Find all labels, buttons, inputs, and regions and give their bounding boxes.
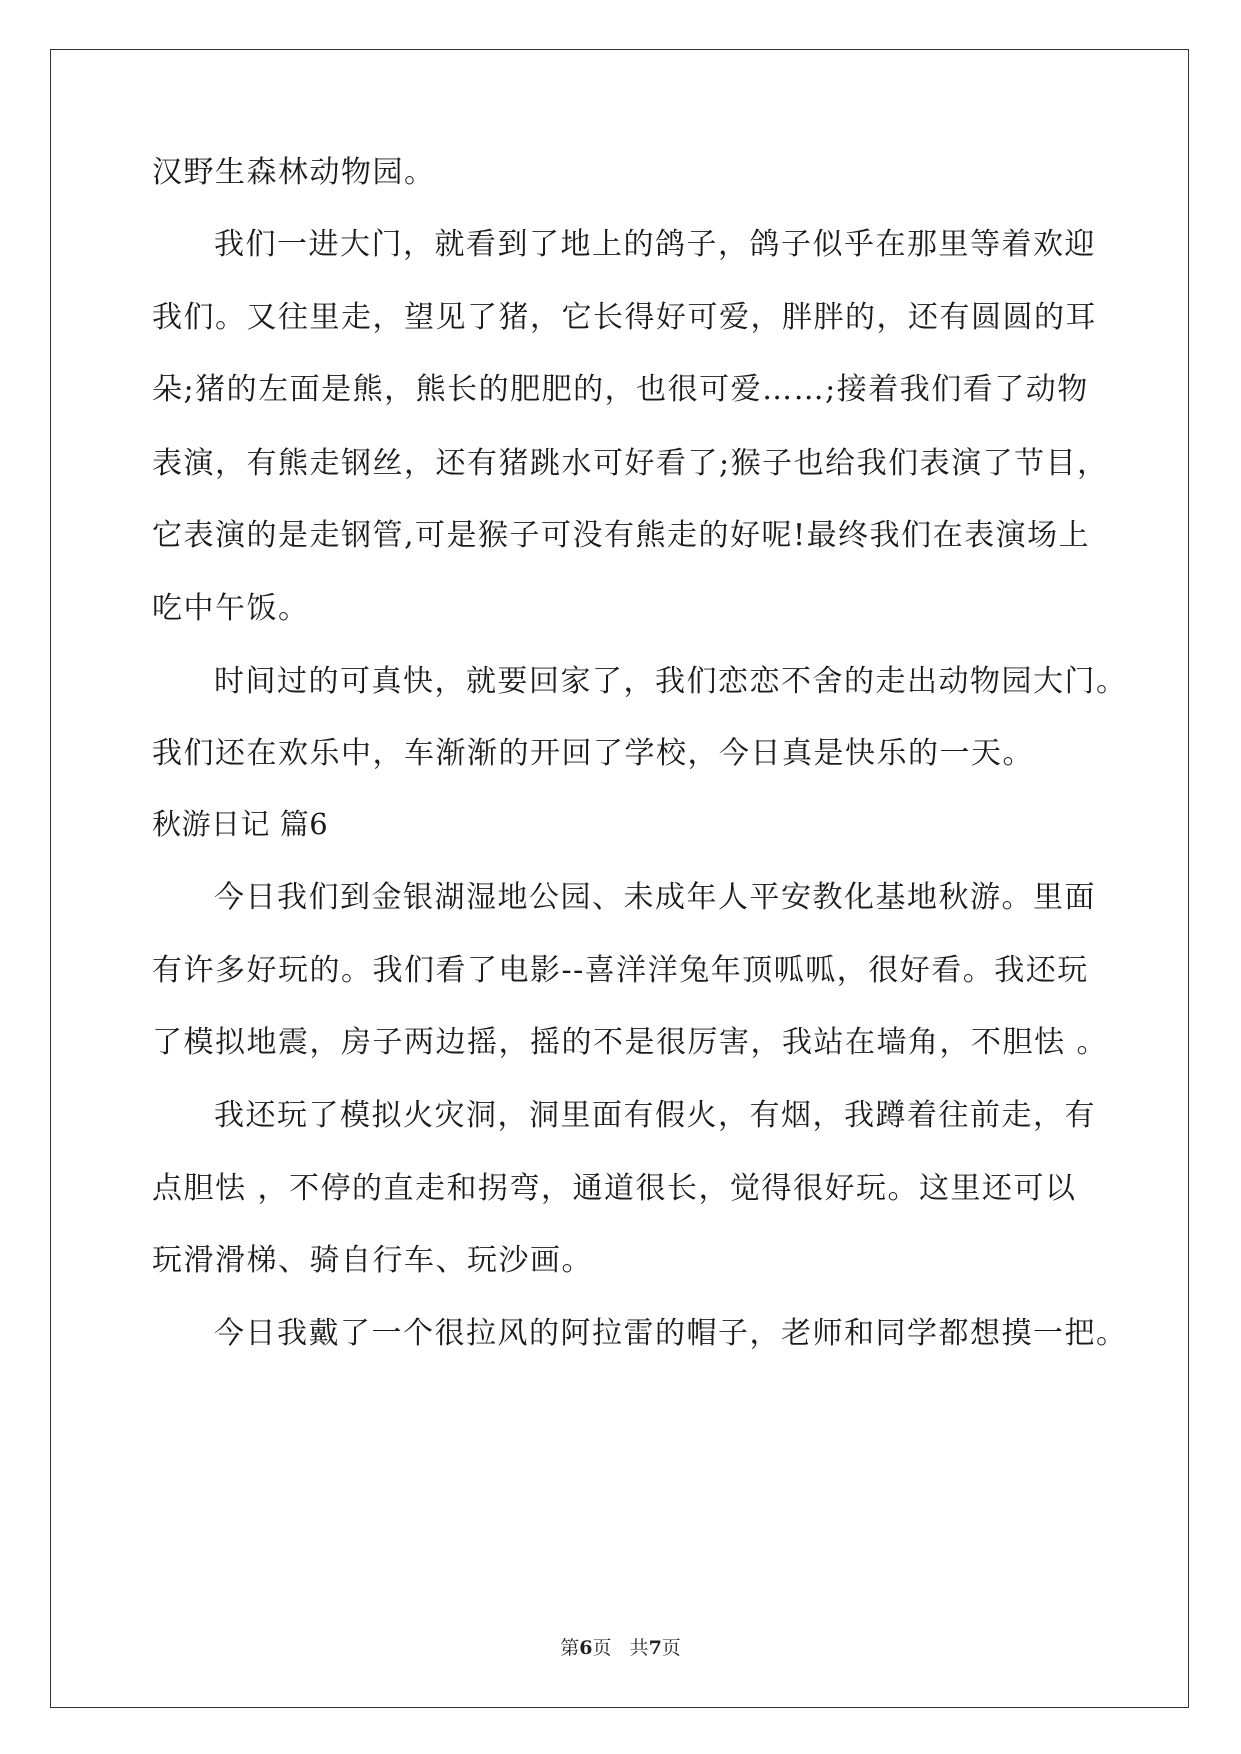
footer-prefix: 第 — [560, 1637, 580, 1659]
paragraph-start-line: 我还玩了模拟火灾洞，洞里面有假火，有烟，我蹲着往前走，有 — [214, 1098, 1096, 1133]
text-line: 汉野生森林动物园。 — [152, 155, 436, 190]
text-line: 玩滑滑梯、骑自行车、玩沙画。 — [152, 1243, 593, 1278]
section-heading: 秋游日记 篇6 — [152, 807, 329, 841]
total-page-number: 7 — [648, 1637, 662, 1659]
text-line: 了模拟地震，房子两边摇，摇的不是很厉害，我站在墙角，不胆怯 。 — [152, 1025, 1109, 1060]
current-page-number: 6 — [579, 1637, 593, 1659]
text-line: 有许多好玩的。我们看了电影--喜洋洋兔年顶呱呱，很好看。我还玩 — [152, 953, 1089, 988]
paragraph-start-line: 我们一进大门，就看到了地上的鸽子，鸽子似乎在那里等着欢迎 — [214, 227, 1096, 262]
footer-suffix: 页 — [661, 1637, 681, 1659]
page-border — [50, 49, 1189, 1708]
footer-mid: 页 共 — [592, 1637, 649, 1659]
text-line: 点胆怯 ，不停的直走和拐弯，通道很长，觉得很好玩。这里还可以 — [152, 1171, 1077, 1206]
text-line: 朵;猪的左面是熊，熊长的肥肥的，也很可爱……;接着我们看了动物 — [152, 372, 1089, 407]
paragraph-start-line: 今日我戴了一个很拉风的阿拉雷的帽子，老师和同学都想摸一把。 — [214, 1316, 1128, 1351]
paragraph-start-line: 时间过的可真快，就要回家了，我们恋恋不舍的走出动物园大门。 — [214, 664, 1128, 699]
paragraph-start-line: 今日我们到金银湖湿地公园、未成年人平安教化基地秋游。里面 — [214, 880, 1096, 915]
text-line: 吃中午饭。 — [152, 591, 310, 626]
text-line: 我们还在欢乐中，车渐渐的开回了学校，今日真是快乐的一天。 — [152, 736, 1034, 771]
text-line: 我们。又往里走，望见了猪，它长得好可爱，胖胖的，还有圆圆的耳 — [152, 300, 1097, 335]
text-line: 它表演的是走钢管,可是猴子可没有熊走的好呢!最终我们在表演场上 — [152, 518, 1091, 553]
text-line: 表演，有熊走钢丝，还有猪跳水可好看了;猴子也给我们表演了节目， — [152, 446, 1109, 481]
page-footer — [0, 1636, 1241, 1660]
